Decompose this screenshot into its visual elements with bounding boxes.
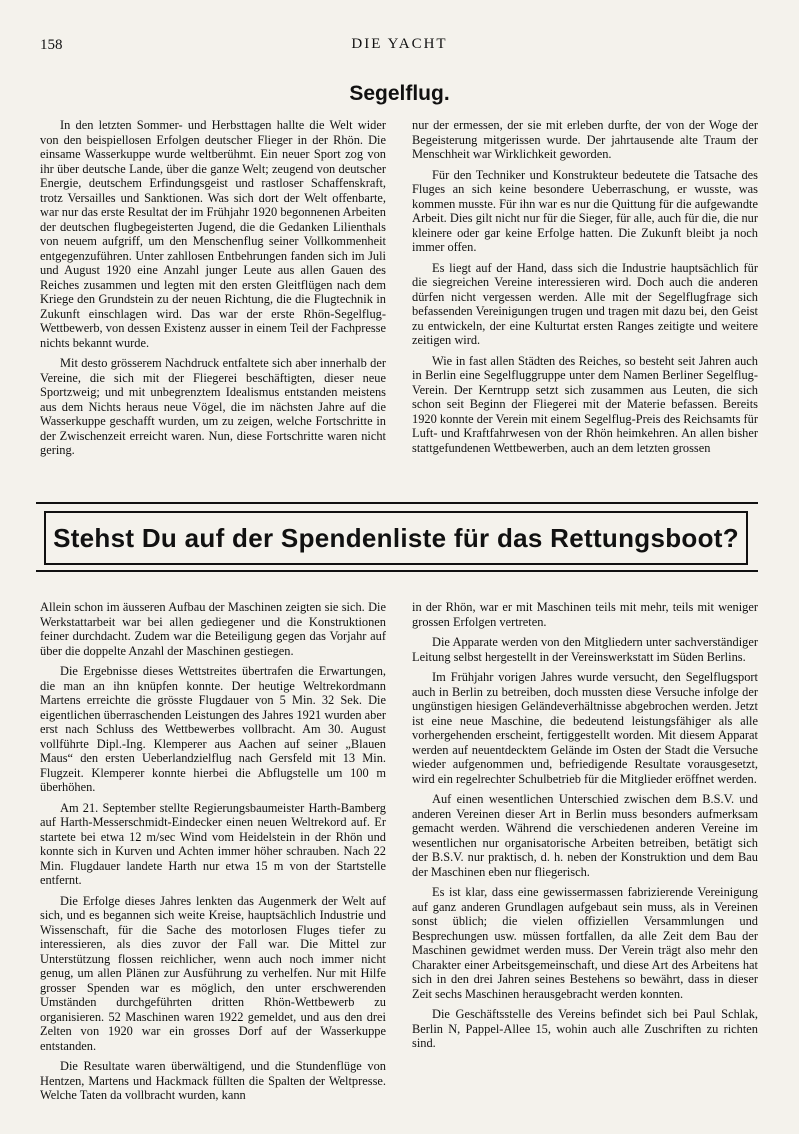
paragraph: Für den Techniker und Konstrukteur bedeutete die Tatsache des Fluges an sich keine besondere Ueberraschung, er wusste, was kommen musste. Für ihn war es nur die Quittung für die aufgewandte Arbeit. Dies gilt nicht nur für die Sieger, für alle, auch für die, die nur kleinere oder gar keine Erfolge hatten. Die Zukunft bleibt ja noch immer offen. <box>412 167 758 254</box>
running-head: DIE YACHT <box>351 36 448 52</box>
paragraph: Auf einen wesentlichen Unterschied zwischen dem B.S.V. und anderen Vereinen dieser Art in Berlin muss besonders aufmerksam gemacht werden. Während die verschiedenen anderen Vereine im wesentlichen nur organisatorische Arbeiten betreiben, betätigt sich der B.S.V. nur praktisch, d. h. neben der Konstruktion und dem Bau der Maschinen eben nur fliegerisch. <box>412 792 758 879</box>
column-top-left <box>40 118 386 473</box>
paragraph: Die Geschäftsstelle des Vereins befindet sich bei Paul Schlak, Berlin N, Pappel-Allee 15, wohin auch alle Zuschriften zu richten sind. <box>412 1007 758 1050</box>
paragraph: Am 21. September stellte Regierungsbaumeister Harth-Bamberg auf Harth-Messerschmidt-Eindecker einen neuen Weltrekord auf. Er startete bei etwa 12 m/sec Wind vom Heidelstein in der Rhön und konnte sich in Kurven und Achten immer höher schrauben. Nach 22 Min. Flugdauer landete Harth nur etwa 15 m von der Startstelle entfernt. <box>40 800 386 887</box>
banner-rule-bottom <box>36 570 758 572</box>
paragraph: Wie in fast allen Städten des Reiches, so besteht seit Jahren auch in Berlin eine Segelfluggruppe unter dem Namen Berliner Segelflug-Verein. Der Kerntrupp setzt sich zusammen aus Leuten, die sich schon seit Beginn der Fliegerei mit der Materie befassen. Bereits 1920 konnte der Verein mit einem Segelflug-Preis des Reichsamts für Luft- und Kraftfahrwesen von der Rhön heimkehren. An allen bisher stattgefundenen Wettbewerben, auch an dem letzten grossen <box>412 353 758 455</box>
paragraph: Es ist klar, dass eine gewissermassen fabrizierende Vereinigung auf ganz anderen Grundlagen aufgebaut sein muss, als in Vereinen sonst üblich; die vielen offiziellen Versammlungen und Besprechungen usw. müssen fortfallen, da alle Zeit dem Bau der Maschinen gewidmet werden muss. Der Verein trägt also mehr den Charakter einer Arbeitsgemeinschaft, und diese Art des Arbeitens hat sich in den drei Jahren seines Bestehens so bewährt, dass in dieser Zeit sechs Maschinen herausgebracht werden konnten. <box>412 885 758 1001</box>
column-bottom-left <box>40 600 386 1115</box>
paragraph: Die Ergebnisse dieses Wettstreites übertrafen die Erwartungen, die man an ihn knüpfen konnte. Der heutige Weltrekordmann Martens erreichte die grösste Flugdauer von 5 Min. 32 Sek. Die eigentlichen überraschenden Leistungen des Jahres 1921 wurden aber erst nach Schluss des Wettbewerbes vollbracht. Am 30. August vollführte Dipl.-Ing. Klemperer aus Aachen auf seiner „Blauen Maus“ den ersten Ueberlandzielflug nach Gersfeld mit 13 Min. Flugzeit. Klemperer konnte hierbei die Abflugstelle um 100 m überhöhen. <box>40 664 386 794</box>
donation-banner <box>44 511 748 565</box>
page-number: 158 <box>40 37 63 53</box>
paragraph: Die Resultate waren überwältigend, und die Stundenflüge von Hentzen, Martens und Hackmack füllten die Spalten der Weltpresse. Welche Taten da vollbracht wurden, kann <box>40 1059 386 1102</box>
paragraph: in der Rhön, war er mit Maschinen teils mit mehr, teils mit weniger grossen Erfolgen vertreten. <box>412 600 758 629</box>
paragraph: nur der ermessen, der sie mit erleben durfte, der von der Woge der Begeisterung mitgerissen wurde. Der jahrtausende alte Traum der Menschheit war Wirklichkeit geworden. <box>412 118 758 161</box>
paragraph: Im Frühjahr vorigen Jahres wurde versucht, den Segelflugsport auch in Berlin zu betreiben, doch mussten diese Versuche infolge der ungünstigen hiesigen Geländeverhältnisse abgebrochen werden. Jetzt ist eine neue Maschine, die bedeutend leistungsfähiger als alle vorhergehenden erscheint, fertiggestellt worden. Mit diesem Apparat werden auf neuentdecktem Gelände im Osten der Stadt die Versuche wieder aufgenommen und, befriedigende Resultate vorausgesetzt, wird ein regelrechter Schulbetrieb für die Mitglieder eröffnet werden. <box>412 670 758 786</box>
article-title: Segelflug. <box>349 82 450 105</box>
paragraph: In den letzten Sommer- und Herbsttagen hallte die Welt wider von den beispiellosen Erfolgen deutscher Flieger in der Rhön. Die einsame Wasserkuppe wurde weltberühmt. Ein neuer Sport zog von ihr über deutsche Lande, über die ganze Welt; zeugend von deutscher Energie, deutschem Erfindungsgeist und rastloser Schaffenskraft, trotz Versailles und Sanktionen. Was sich dort der Welt offenbarte, war nur das erste Resultat der im Frühjahr 1920 begonnenen Arbeiten der deutschen flugbegeisterten Jugend, die die Gedanken Lilienthals von neuem aufgriff, um den Menschenflug seiner Vollkommenheit entgegenzuführen. Unter zahllosen Entbehrungen fanden sich im Juli und August 1920 eine Anzahl junger Leute aus allen Gauen des Reiches zusammen und legten mit den ersten Gleitflügen nach dem Kriege den Grundstein zu der neuen Richtung, die die Flugtechnik in Zukunft einschlagen wird. Das war der erste Rhön-Segelflug-Wettbewerb, von dessen Existenz ausser in einem Teil der Fachpresse nichts bekannt wurde. <box>40 118 386 350</box>
paragraph: Mit desto grösserem Nachdruck entfaltete sich aber innerhalb der Vereine, die sich mit der Fliegerei beschäftigten, dieser neue Sportzweig; und mit unbegrenztem Idealismus entstanden meistens aus dem Nichts heraus neue Vögel, die im nächsten Jahre auf die Wasserkuppe geschafft wurden, um zu zeigen, welche Fortschritte in der Zwischenzeit erreicht waren. Nun, diese Fortschritte waren nicht gering. <box>40 356 386 457</box>
column-bottom-right <box>412 600 758 1115</box>
paragraph: Die Apparate werden von den Mitgliedern unter sachverständiger Leitung selbst hergestellt in der Vereinswerkstatt im Süden Berlins. <box>412 635 758 664</box>
paragraph: Es liegt auf der Hand, dass sich die Industrie hauptsächlich für die siegreichen Vereine interessieren wird. Doch auch die anderen dürfen nicht vergessen werden. Alle mit der Segelflugfrage sich befassenden Vereinigungen trugen und tragen mit dazu bei, den Geist zu entwickeln, der eine Kulturtat ersten Ranges zeitigte und weitere zeitigen wird. <box>412 260 758 347</box>
paragraph: Allein schon im äusseren Aufbau der Maschinen zeigten sie sich. Die Werkstattarbeit war bei allen gediegener und die Konstruktionen feiner durchdacht. Zudem war die Beteiligung gegen das Vorjahr auf über die doppelte Anzahl der Maschinen gestiegen. <box>40 600 386 658</box>
banner-text: Stehst Du auf der Spendenliste für das Rettungsboot? <box>53 522 739 553</box>
column-top-right <box>412 118 758 473</box>
paragraph: Die Erfolge dieses Jahres lenkten das Augenmerk der Welt auf sich, und es begannen sich weite Kreise, hauptsächlich Industrie und Wissenschaft, für die Sache des motorlosen Fluges tiefer zu interessieren, als dies zuvor der Fall war. Die Mittel zur Unterstützung flossen reichlicher, wenn auch noch immer nicht genug, um allen Plänen zur Ausführung zu verhelfen. Nur mit Hilfe grosser Spenden war es möglich, den unter erschwerenden Umständen durchgeführten dritten Rhön-Wettbewerb zu organisieren. 52 Maschinen waren 1922 gemeldet, und aus den drei Zelten von 1920 war ein grosses Dorf auf der Wasserkuppe entstanden. <box>40 893 386 1053</box>
banner-rule-top <box>36 502 758 504</box>
